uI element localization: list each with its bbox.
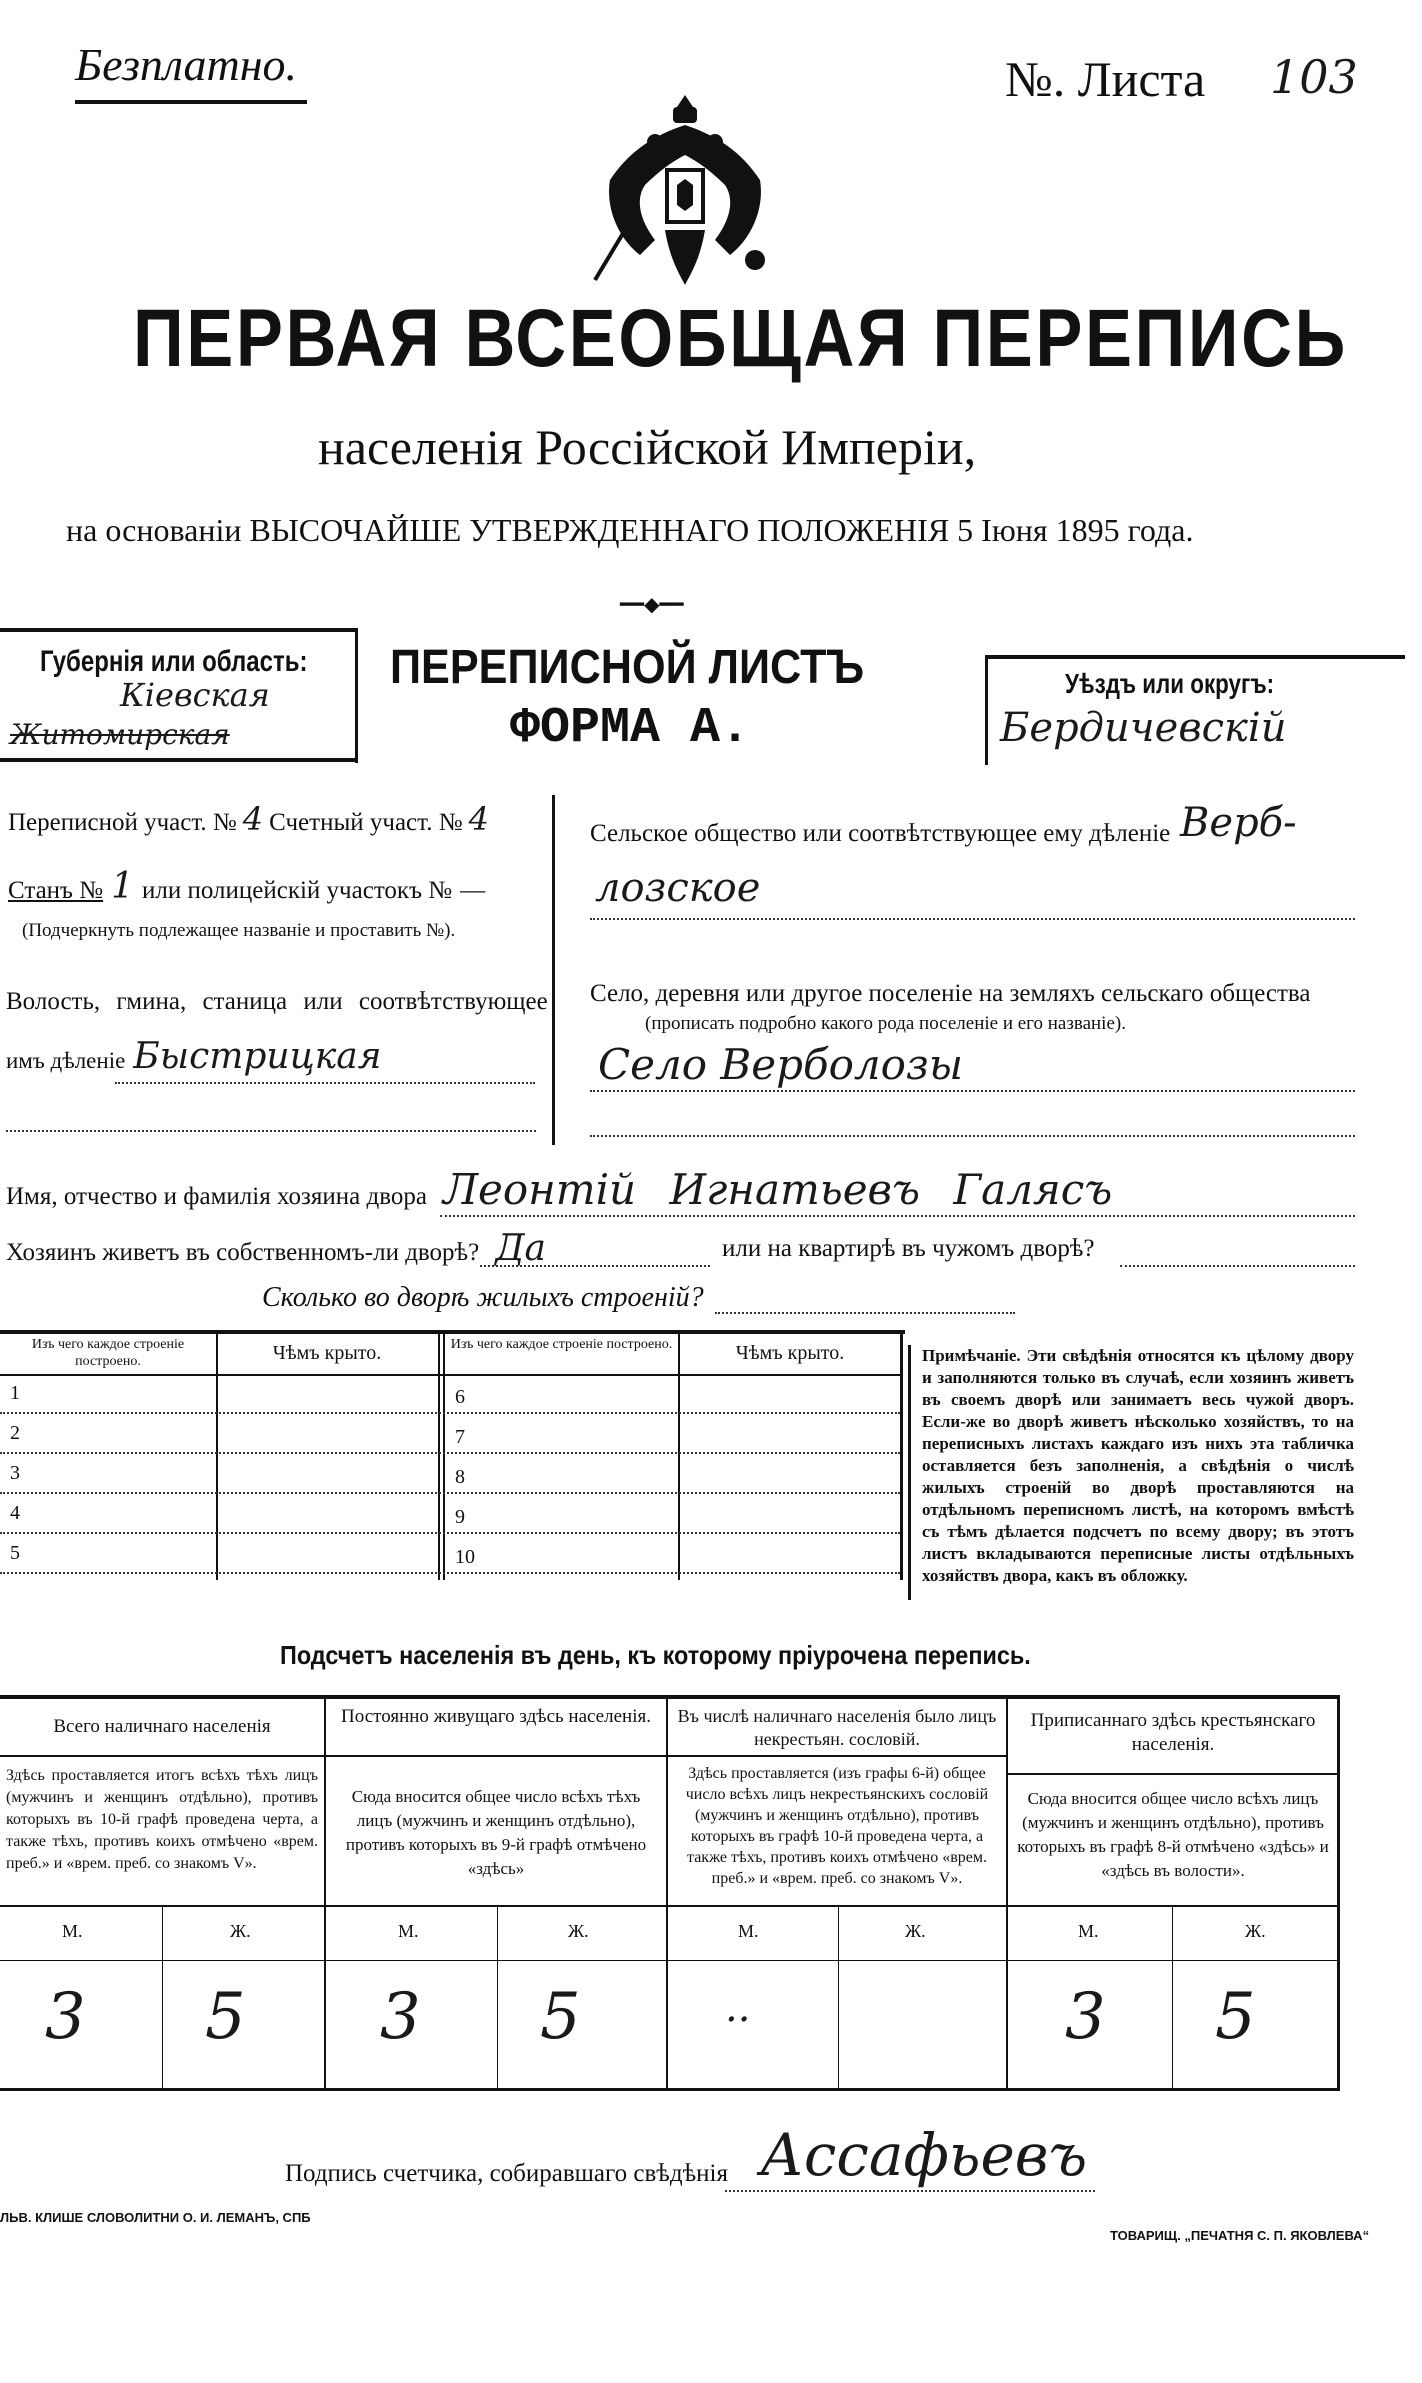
society-value: Верб- [1180,800,1297,846]
m-label: М. [1078,1921,1099,1941]
header-rule [0,628,355,632]
pop-col-permanent-desc: Сюда вносится общее число всѣхъ тѣхъ лицъ (мужчинъ и женщинъ отдѣльно), противъ которыхъ въ 9-й графѣ отмѣчено «здѣсь» [345,1787,647,1878]
permanent-male-value: 3 [380,1980,421,2054]
row-number: 7 [455,1426,465,1448]
stan-row [8,866,485,907]
fields-divider [552,795,555,1145]
nonpeasant-male-value: .. [725,1985,751,2031]
district-row [8,800,489,838]
pop-col-nonpeasant-header: Въ числѣ наличнаго населенія было лицъ некрестьян. сословій. [677,1706,997,1749]
volost-row [6,1036,382,1077]
own-yard-row [6,1228,546,1269]
f-label: Ж. [1245,1921,1266,1941]
count-district-label: Счетный участ. № [269,809,463,836]
pop-col-peasant-desc: Сюда вносится общее число всѣхъ лицъ (мужчинъ и женщинъ отдѣльно), противъ которыхъ въ графѣ 8-й отмѣчено «здѣсь» и «здѣсь въ волости». [1017,1789,1329,1880]
volost-label-2: имъ дѣленіе [6,1048,126,1073]
pop-col-nonpeasant-desc: Здѣсь проставляется (изъ графы 6-й) общее число всѣхъ лицъ некрестьянскихъ сословій (мужчинъ и женщинъ отдѣльно), противъ которыхъ въ графѣ 10-й проведена черта, а также тѣхъ, противъ коихъ отмѣчено «врем. преб.» и «врем. преб. со знакомъ V». [685,1765,989,1887]
form-title: ПЕРЕПИСНОЙ ЛИСТЪ [390,641,865,694]
row-number: 2 [10,1422,20,1444]
volost-dotted-line-2 [6,1130,536,1132]
signature-dotted-line [725,2190,1095,2192]
note-border [908,1345,911,1600]
page-subtitle: населенія Россійской Имперіи, [318,419,977,475]
col-roof-header-right: Чѣмъ крыто. [735,1342,845,1364]
village-value: Село Верболозы [598,1040,964,1089]
village-dotted-line-2 [590,1135,1355,1137]
owner-label: Имя, отчество и фамилія хозяина двора [6,1183,427,1210]
buildings-table [0,1330,905,1592]
row-number: 5 [10,1542,20,1564]
underline-hint: (Подчеркнуть подлежащее названіе и проставить №). [22,920,456,941]
buildings-count-dotted-line [715,1312,1015,1314]
printer-right: ТОВАРИЩ. „ПЕЧАТНЯ С. П. ЯКОВЛЕВА“ [1110,2228,1370,2243]
rented-dotted-line [1120,1265,1355,1267]
uezd-label: Уѣздъ или округъ: [1065,668,1275,699]
header-rule [985,655,1405,659]
row-number: 1 [10,1382,20,1404]
society-value-2: лозское [595,865,761,911]
police-value: — [460,877,486,904]
row-number: 4 [10,1502,20,1524]
row-number: 9 [455,1506,465,1528]
pop-col-total-desc: Здѣсь проставляется итогъ всѣхъ тѣхъ лицъ (мужчинъ и женщинъ отдѣльно), противъ которыхъ въ 10-й графѣ проведена черта, а также тѣхъ, противъ коихъ отмѣчено «врем. преб.» и «врем. преб. со знакомъ V». [6,1767,318,1872]
village-label: Село, деревня или другое поселеніе на земляхъ сельскаго общества [590,980,1311,1007]
note-text: Примѣчаніе. Эти свѣдѣнія относятся къ цѣлому двору и заполняются только въ случаѣ, если хозяинъ живетъ въ своемъ дворѣ или занимаетъ весь чужой дворъ. Если-же во дворѣ живетъ нѣсколько хозяйствъ, то на переписныхъ листахъ каждаго изъ нихъ эта табличка оставляется безъ заполненія, а свѣдѣнія о числѣ жилыхъ строеній во дворѣ проставляются на отдѣльномъ переписномъ листѣ, на которомъ вмѣстѣ съ тѣмъ дѣлается подсчетъ по всему двору; въ этотъ листъ вкладываются переписные листы отдѣльныхъ хозяйствъ двора, какъ въ обложку. [922,1346,1354,1585]
permanent-female-value: 5 [540,1980,581,2054]
uezd-value: Бердичевскій [1000,705,1287,751]
row-number: 3 [10,1462,20,1484]
guberniya-value: Кіевская [120,676,270,714]
population-heading: Подсчетъ населенія въ день, къ которому пріурочена перепись. [280,1640,1031,1670]
guberniya-label: Губернія или область: [40,645,308,678]
free-underline [75,100,307,104]
owner-row [6,1165,1112,1214]
owner-dotted-line [440,1215,1355,1217]
population-table [0,1695,1340,2090]
stan-label: Станъ № [8,877,104,904]
m-label: М. [738,1921,759,1941]
page-title: ПЕРВАЯ ВСЕОБЩАЯ ПЕРЕПИСЬ [133,293,1348,384]
enumerator-signature: Ассафьевъ [760,2121,1088,2189]
row-number: 8 [455,1466,465,1488]
double-headed-eagle-icon [585,90,785,290]
f-label: Ж. [568,1921,589,1941]
owner-value: Леонтій Игнатьевъ Галясъ [442,1165,1113,1214]
f-label: Ж. [905,1921,926,1941]
volost-dotted-line [115,1082,535,1084]
pop-col-peasant-header: Приписаннаго здѣсь крестьянскаго населенія. [1030,1710,1316,1755]
ornament-divider: ━━◆━━ [620,594,684,616]
total-male-value: 3 [45,1980,86,2054]
census-district-label: Переписной участ. № [8,809,237,836]
own-yard-dotted-line [480,1265,710,1267]
village-dotted-line [590,1090,1355,1092]
row-number: 6 [455,1386,465,1408]
header-rule [0,758,355,762]
sheet-number-value: 103 [1270,50,1358,104]
pop-col-permanent-header: Постоянно живущаго здѣсь населенія. [341,1706,651,1727]
volost-label: Волость, гмина, станица или соотвѣтствующее [6,988,548,1015]
pop-col-total-header: Всего наличнаго населенія [53,1716,271,1737]
total-female-value: 5 [205,1980,246,2054]
peasant-female-value: 5 [1215,1980,1256,2054]
col-roof-header: Чѣмъ крыто. [272,1342,382,1364]
basis-line: на основаніи ВЫСОЧАЙШЕ УТВЕРЖДЕННАГО ПОЛОЖЕНІЯ 5 Іюня 1895 года. [66,512,1194,548]
form-subtitle: ФОРМА А. [510,700,751,757]
guberniya-struck-value: Житомирская [10,718,230,751]
sheet-number-label: №. Листа [1005,51,1206,107]
header-divider [985,655,988,765]
f-label: Ж. [230,1921,251,1941]
header-divider [355,628,358,763]
peasant-male-value: 3 [1065,1980,1106,2054]
row-number: 10 [455,1546,475,1568]
own-yard-value: Да [495,1228,546,1269]
stan-value: 1 [111,866,134,907]
rented-label: или на квартирѣ въ чужомъ дворѣ? [722,1235,1095,1262]
census-district-value: 4 [242,800,264,838]
volost-value: Быстрицкая [133,1036,382,1077]
free-label: Безплатно. [75,39,298,90]
police-label: или полицейскій участокъ № [142,877,453,904]
own-yard-label: Хозяинъ живетъ въ собственномъ-ли дворѣ? [6,1239,480,1266]
society-dotted-line [590,918,1355,920]
m-label: М. [62,1921,83,1941]
society-label: Сельское общество или соотвѣтствующее ему дѣленіе [590,820,1171,847]
printer-left: ЛЬВ. КЛИШЕ СЛОВОЛИТНИ О. И. ЛЕМАНЪ, СПБ [0,2210,311,2225]
buildings-count-label: Сколько во дворѣ жилыхъ строеній? [262,1282,704,1313]
col-material-header: Изъ чего каждое строеніе построено. [31,1337,185,1369]
count-district-value: 4 [468,800,489,838]
village-hint: (прописать подробно какого рода поселеніе и его названіе). [645,1013,1126,1034]
col-material-header-right: Изъ чего каждое строеніе построено. [450,1337,673,1352]
m-label: М. [398,1921,419,1941]
signature-label: Подпись счетчика, собиравшаго свѣдѣнія [285,2160,728,2187]
